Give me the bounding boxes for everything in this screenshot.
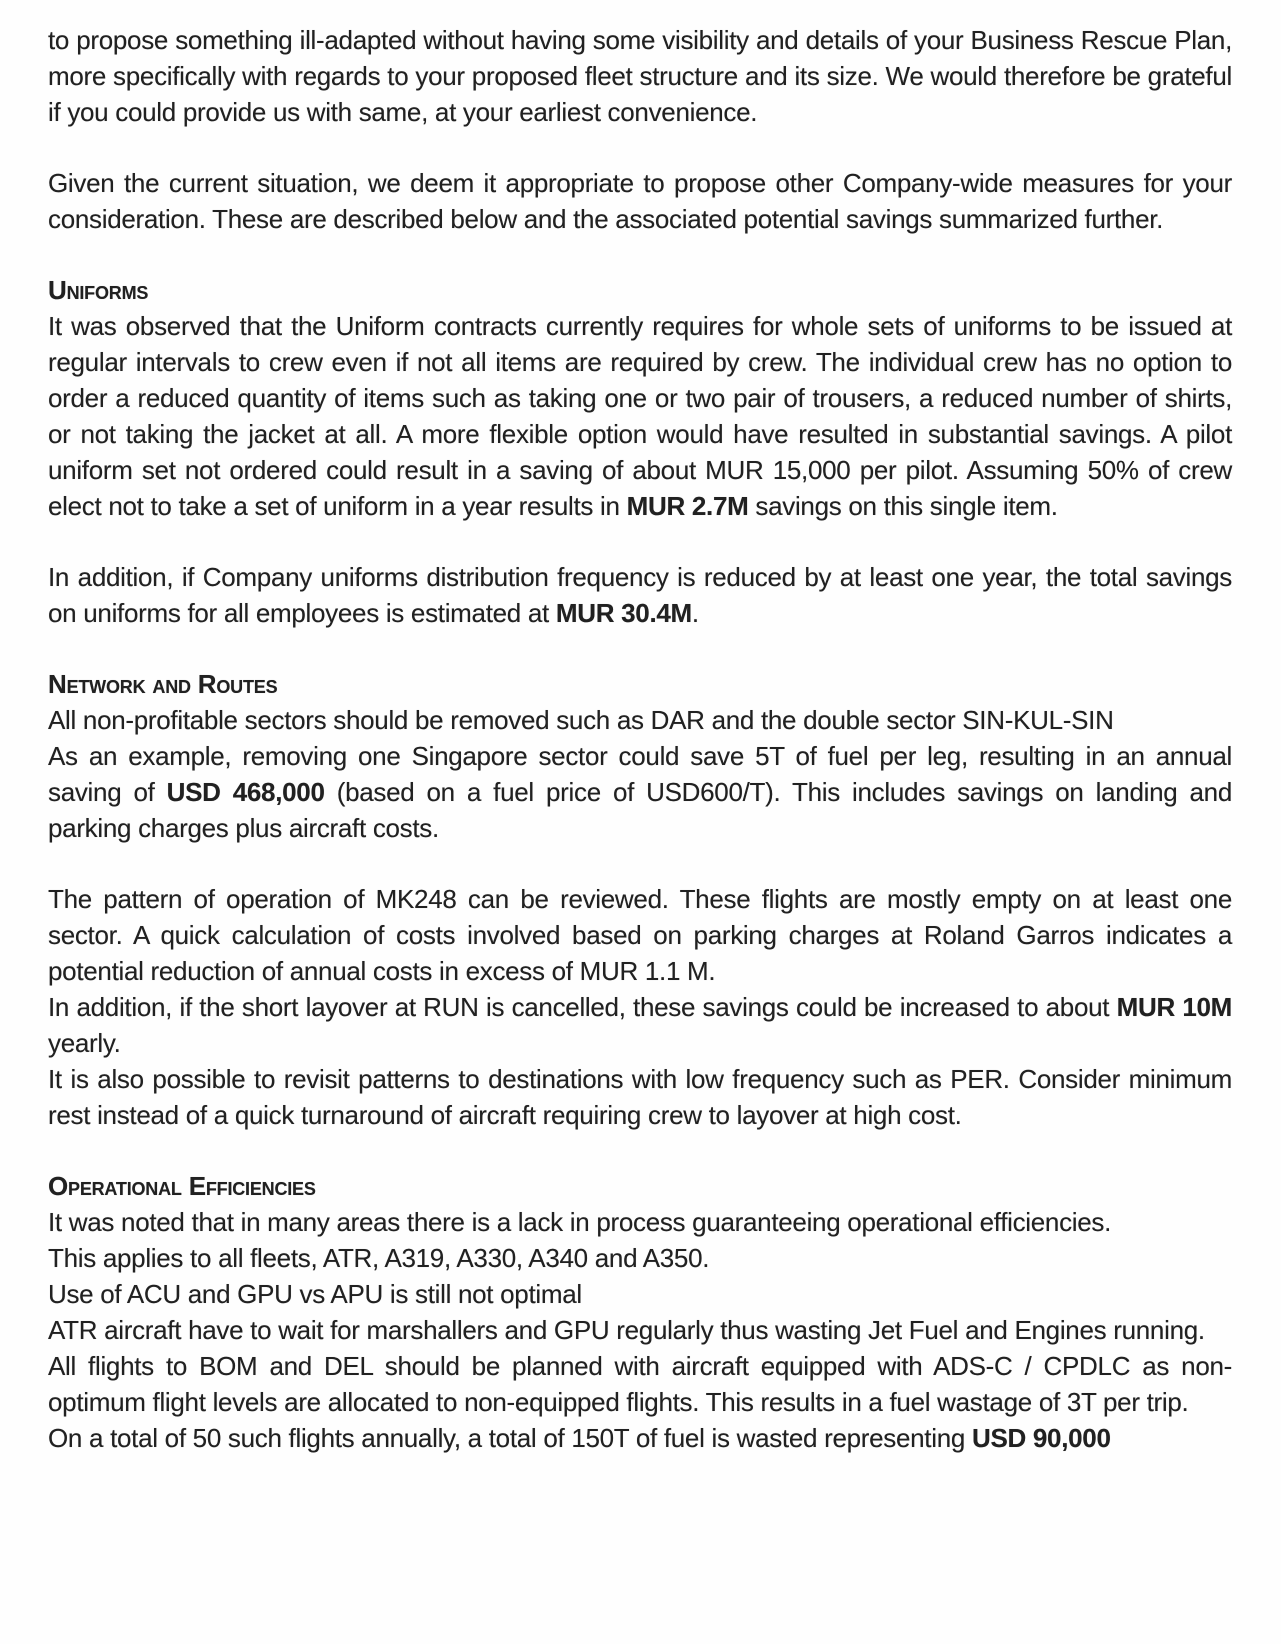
paragraph-operational-5 — [48, 1348, 1232, 1420]
section-uniforms-2 — [48, 559, 1232, 631]
paragraph-operational-4 — [48, 1312, 1232, 1348]
amount-mur-10m: MUR 10M — [1116, 992, 1232, 1022]
text-run: . — [691, 598, 699, 628]
paragraph-intro-2 — [48, 165, 1232, 237]
text-run: It is also possible to revisit patterns to destinations with low frequency such as PER. Consider minimum rest instead of a quick turnaround of aircraft requiring crew to layover at high cost. — [48, 1064, 1232, 1130]
text-run: In addition, if Company uniforms distribution frequency is reduced by at least one year, the total savings on uniforms for all employees is estimated at — [48, 562, 1232, 628]
amount-usd-468000: USD 468,000 — [166, 777, 325, 807]
paragraph-run-layover — [48, 989, 1232, 1061]
text-run: All non-profitable sectors should be removed such as DAR and the double sector SIN-KUL-SIN — [48, 705, 1114, 735]
text-run: (based on a fuel price of USD600/T). This includes savings on landing and parking charges plus aircraft costs. — [48, 777, 1233, 843]
text-run: to propose something ill-adapted without having some visibility and details of your Business Rescue Plan, more specifically with regards to your proposed fleet structure and its size. We would therefore be grateful if you could provide us with same, at your earliest convenience. — [48, 25, 1232, 127]
paragraph-operational-3 — [48, 1276, 1232, 1312]
text-run: In addition, if the short layover at RUN is cancelled, these savings could be increased to about — [48, 992, 1117, 1022]
paragraph-network-2 — [48, 738, 1232, 846]
section-network-routes-2 — [48, 881, 1232, 1133]
text-run: As an example, removing one Singapore sector could save 5T of fuel per leg, resulting in an annual saving of — [48, 741, 1232, 807]
text-run: Given the current situation, we deem it appropriate to propose other Company-wide measures for your consideration. These are described below and the associated potential savings summarized further. — [48, 168, 1232, 234]
section-heading-uniforms: Uniforms — [48, 275, 149, 305]
text-run: yearly. — [48, 1028, 121, 1058]
text-run: On a total of 50 such flights annually, a total of 150T of fuel is wasted representing — [48, 1423, 972, 1453]
paragraph-uniforms-2 — [48, 559, 1232, 631]
paragraph-operational-6 — [48, 1420, 1232, 1456]
paragraph-operational-2 — [48, 1240, 1232, 1276]
paragraph-uniforms-1 — [48, 308, 1232, 524]
section-heading-operational-efficiencies: Operational Efficiencies — [48, 1171, 316, 1201]
text-run: This applies to all fleets, ATR, A319, A330, A340 and A350. — [48, 1243, 710, 1273]
intro-block-2 — [48, 165, 1232, 237]
text-run: Use of ACU and GPU vs APU is still not optimal — [48, 1279, 582, 1309]
section-network-routes — [48, 666, 1232, 846]
paragraph-intro-1 — [48, 22, 1232, 130]
text-run: savings on this single item. — [748, 491, 1058, 521]
section-operational-efficiencies — [48, 1168, 1232, 1456]
paragraph-mk248 — [48, 881, 1232, 989]
section-uniforms — [48, 272, 1232, 524]
paragraph-network-1 — [48, 702, 1232, 738]
intro-block-1 — [48, 22, 1232, 130]
text-run: It was noted that in many areas there is a lack in process guaranteeing operational efficiencies. — [48, 1207, 1112, 1237]
text-run: ATR aircraft have to wait for marshallers and GPU regularly thus wasting Jet Fuel and Engines running. — [48, 1315, 1205, 1345]
paragraph-operational-1 — [48, 1204, 1232, 1240]
amount-usd-90000: USD 90,000 — [971, 1423, 1111, 1453]
paragraph-per-frequency — [48, 1061, 1232, 1133]
text-run: All flights to BOM and DEL should be planned with aircraft equipped with ADS-C / CPDLC as non-optimum flight levels are allocated to non-equipped flights. This results in a fuel wastage of 3T per trip. — [48, 1351, 1232, 1417]
text-run: It was observed that the Uniform contracts currently requires for whole sets of uniforms to be issued at regular intervals to crew even if not all items are required by crew. The individual crew has no option to order a reduced quantity of items such as taking one or two pair of trousers, a reduced number of shirts, or not taking the jacket at all. A more flexible option would have resulted in substantial savings. A pilot uniform set not ordered could result in a saving of about MUR 15,000 per pilot. Assuming 50% of crew elect not to take a set of uniform in a year results in — [48, 311, 1232, 521]
section-heading-network-routes: Network and Routes — [48, 669, 278, 699]
text-run: The pattern of operation of MK248 can be reviewed. These flights are mostly empty on at least one sector. A quick calculation of costs involved based on parking charges at Roland Garros indicates a potential reduction of annual costs in excess of MUR 1.1 M. — [48, 884, 1232, 986]
amount-mur-30-4m: MUR 30.4M — [555, 598, 692, 628]
amount-mur-2-7m: MUR 2.7M — [626, 491, 749, 521]
